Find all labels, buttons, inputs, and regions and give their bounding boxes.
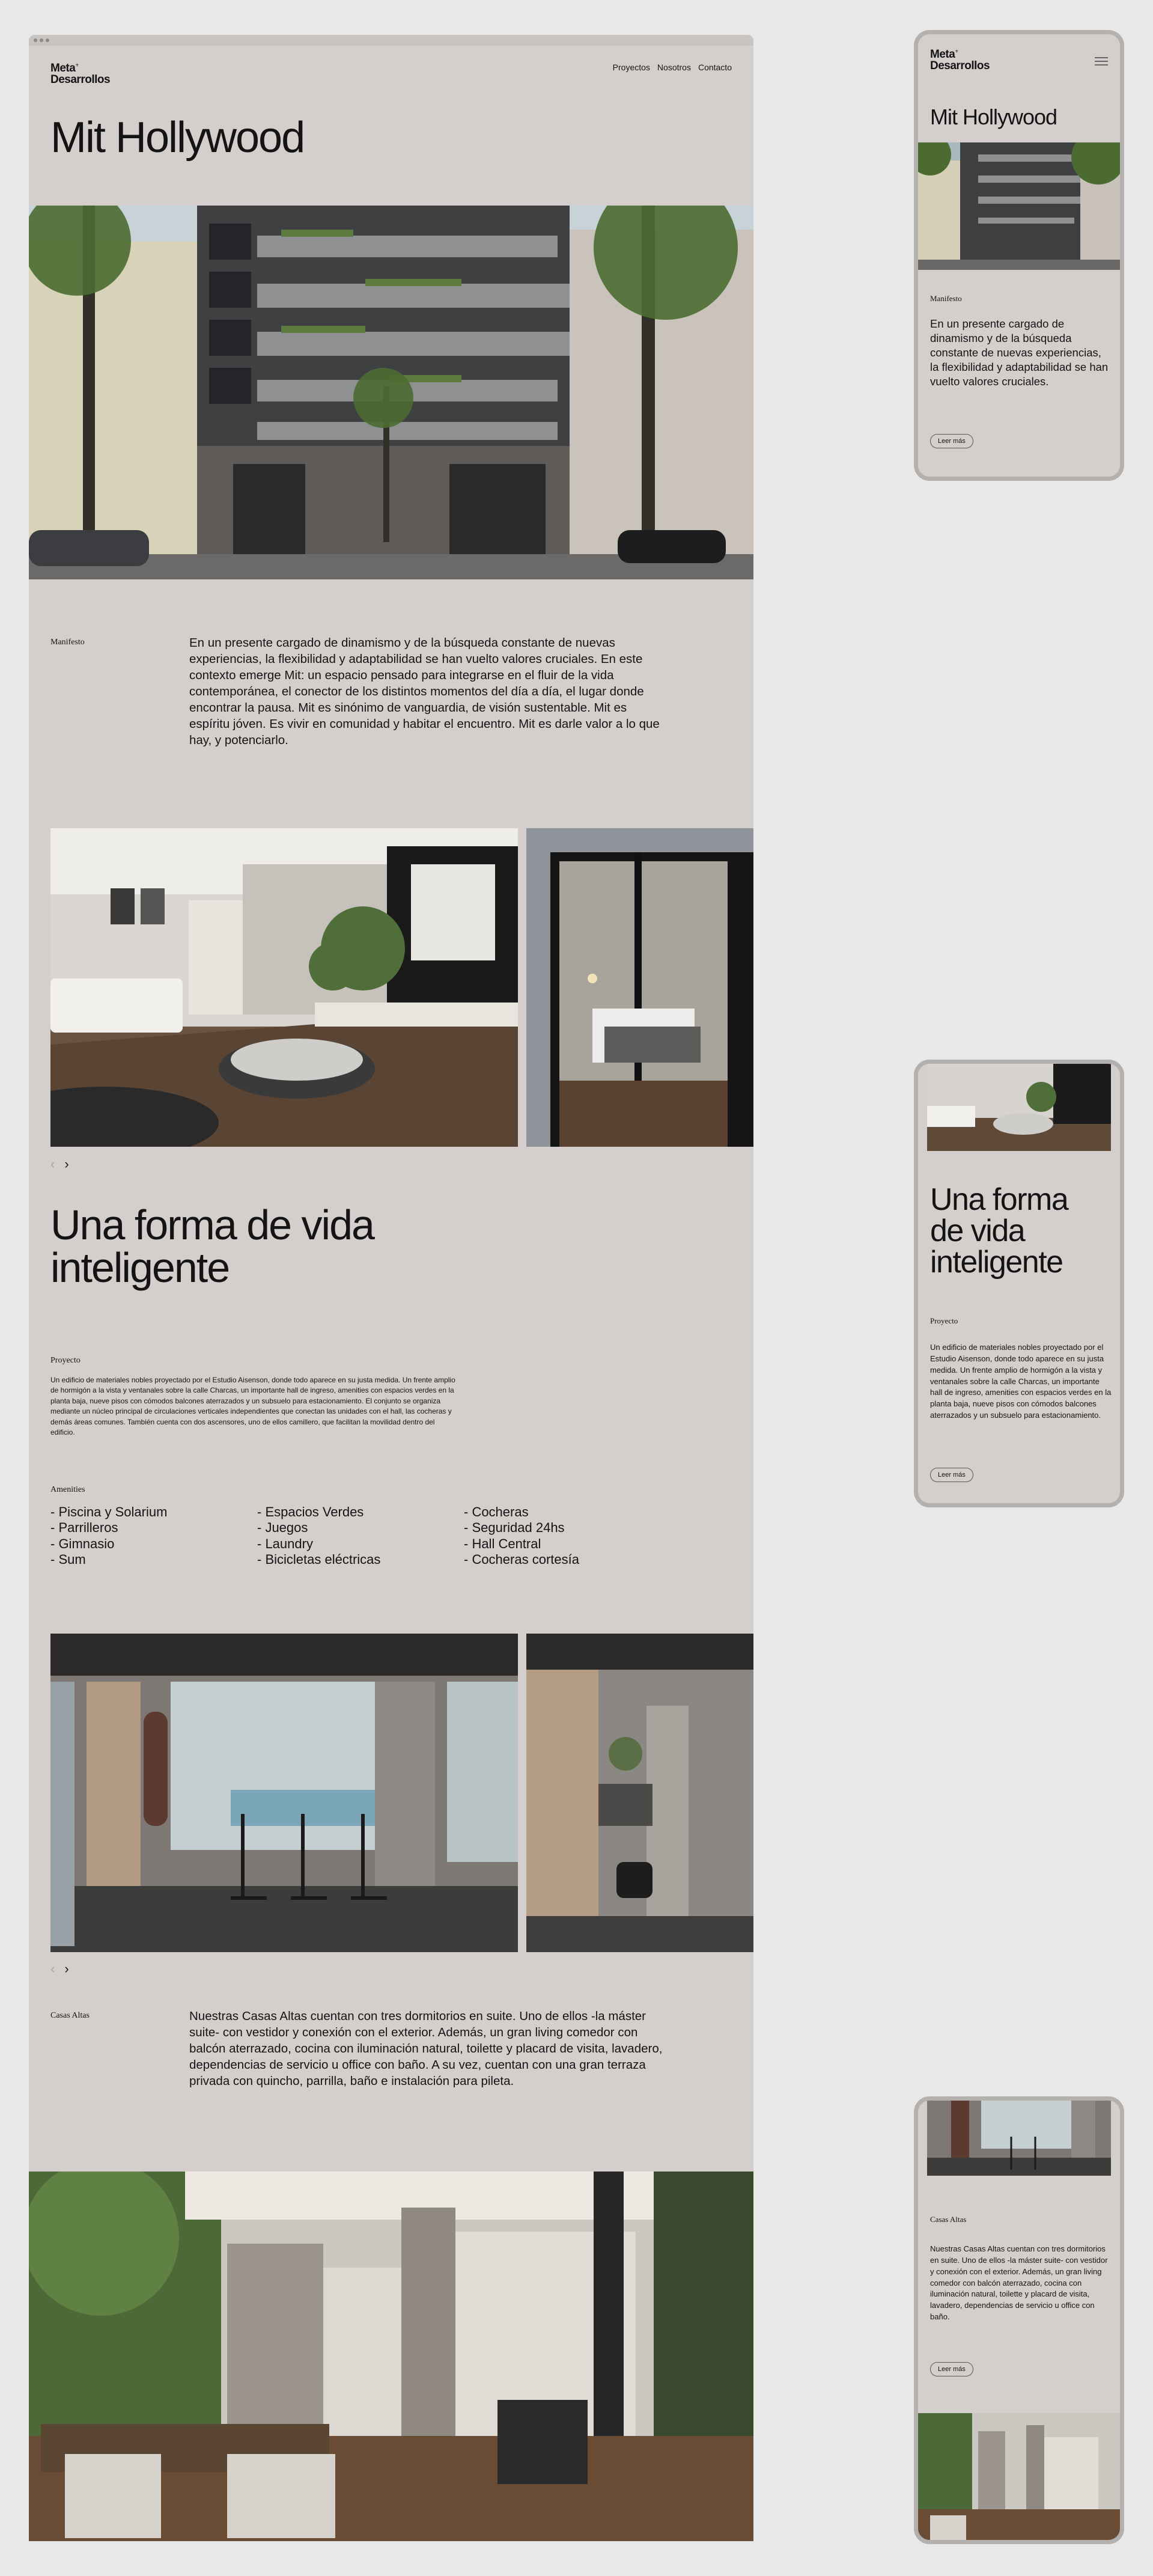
main-nav [613,63,732,72]
page-title: Mit Hollywood [50,114,305,162]
window-dot-icon[interactable] [40,38,43,42]
carousel-prev-button[interactable]: ‹ [50,1961,55,1976]
mobile-frame-hero [914,30,1124,481]
amenities-label: Amenities [50,1485,85,1494]
amenities-col-3 [464,1504,668,1568]
mobile-manifesto-label: Manifesto [930,294,962,303]
amenities-col-2 [257,1504,461,1568]
amenity-item: - Espacios Verdes [257,1504,364,1519]
read-more-label: Leer más [930,1468,973,1482]
amenity-item: - Laundry [257,1536,313,1551]
mobile-title-line1: Una forma [930,1182,1068,1217]
casas-text: Nuestras Casas Altas cuentan con tres dormitorios en suite. Uno de ellos -la máster suite- con vestidor y conexión con el exterior. Además, un gran living comedor con balcón aterrazado, cocina con iluminación natural, toilette y placard de visita, lavadero, dependencias de servicio u office con baño. A su vez, cuentan con una gran terraza privada con quincho, parrilla, baño e instalación para pileta. [189,2009,663,2089]
mobile-casas-text: Nuestras Casas Altas cuentan con tres dormitorios en suite. Uno de ellos -la máster suite- con vestidor y conexión con el exterior. Además, un gran living comedor con balcón aterrazado, cocina con iluminación natural, toilette y placard de visita, lavadero, dependencias de servicio u office con baño. [930,2244,1108,2322]
mobile-page-title: Mit Hollywood [930,105,1057,129]
nav-item-nosotros[interactable]: Nosotros [657,63,691,72]
carousel-1-controls [50,1156,69,1172]
amenity-item: - Cocheras [464,1504,529,1519]
manifesto-label: Manifesto [50,638,85,647]
desktop-page [29,35,753,2541]
amenity-item: - Juegos [257,1520,308,1536]
mobile-read-more-button[interactable] [930,2362,973,2376]
carousel-prev-button[interactable]: ‹ [50,1156,55,1171]
project-text: Un edificio de materiales nobles proyectado por el Estudio Aisenson, donde todo aparece en su justa medida. Un frente amplio de hormigón a la vista y ventanales sobre la calle Charcas, un importante hall de ingreso, amenities con espacios verdes en la planta baja, nueve pisos con cómodos balcones aterrazados y un subsuelo para estacionamiento. El conjunto se organiza mediante un núcleo principal de circulaciones verticales independientes que conectan las unidades con el hall, las cocheras y demás áreas comunes. También cuenta con dos ascensores, uno de ellos camillero, que facilitan la movilidad dentro del edificio. [50,1376,455,1436]
mobile-read-more-button[interactable] [930,434,973,448]
amenity-item: - Sum [50,1552,86,1567]
casas-label: Casas Altas [50,2011,90,2020]
amenity-item: - Parrilleros [50,1520,118,1536]
brand-line1: Meta [930,48,955,61]
mobile-gym-image [927,2101,1111,2176]
section-title [50,1201,374,1292]
amenity-item: - Gimnasio [50,1536,115,1551]
project-label: Proyecto [50,1356,81,1365]
mobile-title-line3: inteligente [930,1245,1063,1280]
read-more-label: Leer más [930,2362,973,2376]
mobile-read-more-button[interactable] [930,1468,973,1482]
amenity-item: - Seguridad 24hs [464,1520,565,1536]
mobile-section-title [930,1184,1068,1278]
mobile-brand-logo[interactable] [930,49,990,72]
mobile-title-line2: de vida [930,1213,1025,1248]
terrace-image [29,2172,753,2541]
window-chrome [29,35,753,46]
mobile-casas-label: Casas Altas [930,2215,967,2224]
brand-sup: + [75,62,79,69]
brand-sup: + [955,48,958,55]
window-dot-icon[interactable] [34,38,37,42]
section-title-line1: Una forma de vida [50,1201,374,1248]
hero-building-image [29,206,753,579]
gym-image[interactable] [50,1634,518,1952]
nav-item-contacto[interactable]: Contacto [698,63,732,72]
amenity-item: - Piscina y Solarium [50,1504,168,1519]
section-title-line2: inteligente [50,1244,230,1292]
mobile-project-text: Un edificio de materiales nobles proyectado por el Estudio Aisenson, donde todo aparece en su justa medida. Un frente amplio de hormigón a la vista y ventanales sobre la calle Charcas, un importante hall de ingreso, amenities con espacios verdes en la planta baja, nueve pisos con cómodos balcones aterrazados y un subsuelo para estacionamiento. [930,1343,1112,1420]
brand-line2: Desarrollos [50,73,111,86]
mobile-terrace-image [918,2413,1120,2544]
carousel-next-button[interactable]: › [64,1961,69,1976]
hamburger-icon[interactable] [1095,57,1108,66]
window-dot-icon[interactable] [46,38,49,42]
amenities-col-1 [50,1504,255,1568]
read-more-label: Leer más [930,434,973,448]
living-room-image[interactable] [50,828,518,1147]
mobile-frame-section [914,1060,1124,1507]
manifesto-text: En un presente cargado de dinamismo y de la búsqueda constante de nuevas experiencias, la flexibilidad y adaptabilidad se han vuelto valores cruciales. En este contexto emerge Mit: un espacio pensado para integrarse en el fluir de la vida contemporánea, el conector de los distintos momentos del día a día, el lugar donde encontrar la pausa. Mit es sinónimo de vanguardia, de visión sustentable. Mit es espíritu jóven. Es vivir en comunidad y habitar el encuentro. Mit es darle valor a lo que hay, y potenciarlo. [189,636,660,748]
bedroom-image[interactable] [526,828,753,1147]
nav-item-proyectos[interactable]: Proyectos [612,63,650,72]
brand-line2: Desarrollos [930,60,990,72]
mobile-hero-building-image [918,142,1120,270]
brand-logo[interactable] [50,63,110,85]
amenity-item: - Hall Central [464,1536,541,1551]
mobile-project-label: Proyecto [930,1316,958,1325]
mobile-living-room-image [927,1064,1111,1151]
carousel-2-controls [50,1961,69,1977]
mobile-frame-casas [914,2096,1124,2544]
amenity-item: - Bicicletas eléctricas [257,1552,381,1567]
brand-line1: Meta [50,62,76,75]
carousel-next-button[interactable]: › [64,1156,69,1171]
gym-detail-image[interactable] [526,1634,753,1952]
amenity-item: - Cocheras cortesía [464,1552,579,1567]
mobile-manifesto-text: En un presente cargado de dinamismo y de la búsqueda constante de nuevas experiencias, la flexibilidad y adaptabilidad se han vuelto valores cruciales. [930,317,1109,388]
